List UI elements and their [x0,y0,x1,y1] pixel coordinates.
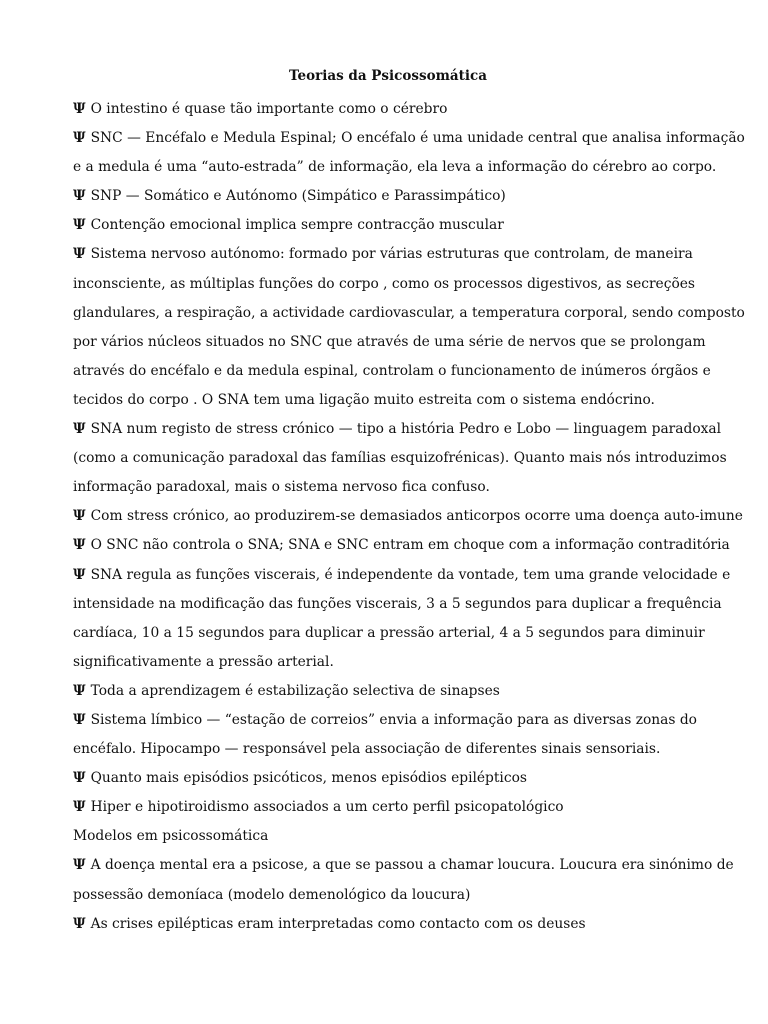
document-line [73,910,703,939]
psi-bullet-icon: Ψ [73,217,86,234]
line-text: Com stress crónico, ao produzirem-se demasiados anticorpos ocorre uma doença auto-imune [90,508,743,525]
document-line [73,677,703,706]
line-text: (como a comunicação paradoxal das famílias esquizofrénicas). Quanto mais nós introduzimos [73,450,727,467]
line-text: Quanto mais episódios psicóticos, menos episódios epilépticos [90,770,527,787]
line-text: informação paradoxal, mais o sistema nervoso fica confuso. [73,479,490,496]
line-text: SNA regula as funções viscerais, é independente da vontade, tem uma grande velocidade e [90,566,731,583]
line-text: Sistema nervoso autónomo: formado por várias estruturas que controlam, de maneira [90,246,693,263]
line-text: por vários núcleos situados no SNC que através de uma série de nervos que se prolongam [73,333,706,350]
psi-bullet-icon: Ψ [73,915,86,932]
document-line [73,182,703,211]
psi-bullet-icon: Ψ [73,130,86,147]
psi-bullet-icon: Ψ [73,770,86,787]
psi-bullet-icon: Ψ [73,682,86,699]
line-text: Toda a aprendizagem é estabilização selectiva de sinapses [90,682,500,699]
line-text: As crises epilépticas eram interpretadas como contacto com os deuses [90,915,586,932]
line-text: encéfalo. Hipocampo — responsável pela associação de diferentes sinais sensoriais. [73,741,661,758]
psi-bullet-icon: Ψ [73,188,86,205]
document-line [73,124,745,153]
line-text: O intestino é quase tão importante como o cérebro [90,101,448,117]
line-text: O SNC não controla o SNA; SNA e SNC entram em choque com a informação contraditória [90,537,730,554]
psi-bullet-icon: Ψ [73,711,86,728]
line-text: glandulares, a respiração, a actividade cardiovascular, a temperatura corporal, sendo composto [73,304,745,321]
document-title: Teorias da Psicossomática [289,68,487,84]
document-line [73,299,745,328]
psi-bullet-icon: Ψ [73,421,86,438]
line-text: SNC — Encéfalo e Medula Espinal; O encéfalo é uma unidade central que analisa informação [90,130,745,147]
document-line [73,95,703,124]
line-text: significativamente a pressão arterial. [73,653,334,670]
document-line [73,444,727,473]
document-line [73,240,703,269]
psi-bullet-icon: Ψ [73,508,86,525]
document-line [73,357,711,386]
document-line [73,386,703,415]
document-line [73,619,703,648]
line-text: Contenção emocional implica sempre contracção muscular [90,217,504,234]
psi-bullet-icon: Ψ [73,799,86,816]
psi-bullet-icon: Ψ [73,537,86,554]
document-page [73,66,745,939]
document-line [73,561,731,590]
document-line [73,590,722,619]
document-body [73,95,745,939]
line-text: através do encéfalo e da medula espinal, controlam o funcionamento de inúmeros órgãos e [73,362,711,379]
line-text: Sistema límbico — “estação de correios” envia a informação para as diversas zonas do [90,711,697,728]
line-text: cardíaca, 10 a 15 segundos para duplicar a pressão arterial, 4 a 5 segundos para diminuir [73,624,705,641]
document-line [73,706,703,735]
line-text: SNP — Somático e Autónomo (Simpático e Parassimpático) [90,188,506,205]
document-line [73,735,703,764]
document-line [73,764,703,793]
psi-bullet-icon: Ψ [73,857,86,874]
document-line [73,531,730,560]
document-line [73,793,703,822]
document-line [73,270,703,299]
document-line [73,473,703,502]
document-line [73,822,703,851]
line-text: A doença mental era a psicose, a que se passou a chamar loucura. Loucura era sinónimo de [90,857,734,874]
document-line [73,881,703,910]
document-line [73,211,703,240]
line-text: inconsciente, as múltiplas funções do corpo , como os processos digestivos, as secreções [73,275,695,292]
psi-bullet-icon: Ψ [73,566,86,583]
document-line [73,648,703,677]
line-text: Modelos em psicossomática [73,828,269,845]
line-text: SNA num registo de stress crónico — tipo a história Pedro e Lobo — linguagem paradoxal [90,421,722,438]
line-text: intensidade na modificação das funções viscerais, 3 a 5 segundos para duplicar a frequência [73,595,722,612]
line-text: e a medula é uma “auto-estrada” de informação, ela leva a informação do cérebro ao corpo. [73,159,717,176]
document-line [73,415,722,444]
document-line [73,328,706,357]
line-text: tecidos do corpo . O SNA tem uma ligação muito estreita com o sistema endócrino. [73,391,655,408]
psi-bullet-icon: Ψ [73,101,86,117]
document-line [73,851,734,880]
line-text: Hiper e hipotiroidismo associados a um certo perfil psicopatológico [90,799,564,816]
document-line [73,502,743,531]
document-line [73,153,717,182]
line-text: possessão demoníaca (modelo demenológico da loucura) [73,886,471,903]
psi-bullet-icon: Ψ [73,246,86,263]
